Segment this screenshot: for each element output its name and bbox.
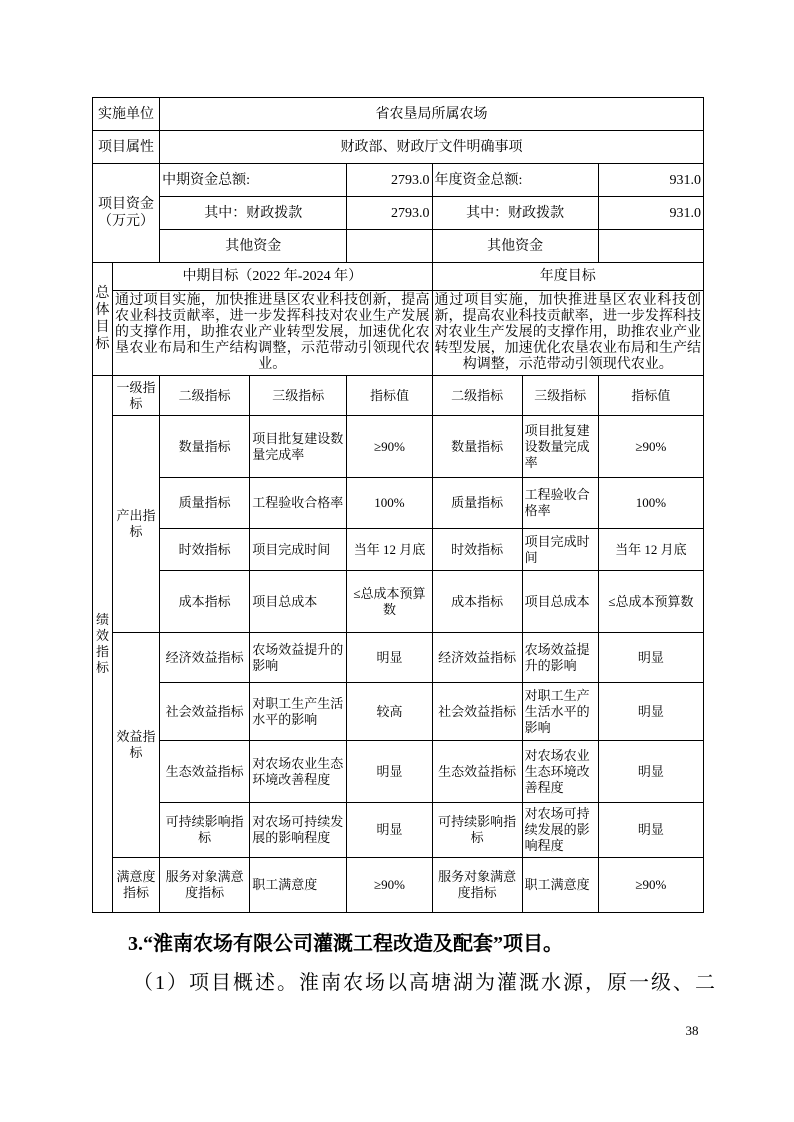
indicator-cell: 项目总成本 [522,571,598,633]
header-level3-right: 三级指标 [522,376,598,416]
table-row [93,131,704,164]
header-level3-left: 三级指标 [250,376,347,416]
indicator-cell: 明显 [598,683,703,741]
project-attr-label: 项目属性 [93,131,160,164]
indicator-cell: 对农场农业生态环境改善程度 [250,741,347,803]
indicator-cell: 项目批复建设数量完成率 [250,416,347,478]
mid-goal-text: 通过项目实施，加快推进垦区农业科技创新，提高农业科技贡献率，进一步发挥科技对农业生产发展的支撑作用，助推农业产业转型发展，加速优化农垦农业布局和生产结构调整，示范带动引领现代农业。 [113,291,432,376]
table-row [93,98,704,131]
group-satisfaction: 满意度指标 [113,858,160,913]
indicator-cell: ≥90% [347,416,432,478]
indicator-cell: 项目总成本 [250,571,347,633]
annual-fiscal-value: 931.0 [598,197,703,230]
annual-total-value: 931.0 [598,164,703,197]
table-row [93,633,704,683]
indicator-cell: 当年 12 月底 [598,529,703,571]
header-level1: 一级指标 [113,376,160,416]
header-value-right: 指标值 [598,376,703,416]
table-row [93,683,704,741]
indicator-cell: 成本指标 [432,571,522,633]
indicator-cell: 时效指标 [160,529,250,571]
group-output: 产出指标 [113,416,160,633]
table-row [93,571,704,633]
indicator-cell: 对职工生产生活水平的影响 [522,683,598,741]
header-value-left: 指标值 [347,376,432,416]
indicator-cell: 职工满意度 [522,858,598,913]
indicator-cell: 当年 12 月底 [347,529,432,571]
indicator-cell: ≥90% [598,416,703,478]
indicator-cell: 对农场可持续发展的影响程度 [522,803,598,858]
indicator-cell: 社会效益指标 [160,683,250,741]
indicator-cell: 经济效益指标 [160,633,250,683]
indicator-cell: ≥90% [598,858,703,913]
indicator-cell: 社会效益指标 [432,683,522,741]
table-row [93,416,704,478]
header-level2-right: 二级指标 [432,376,522,416]
indicator-cell: 职工满意度 [250,858,347,913]
indicator-cell: 时效指标 [432,529,522,571]
header-level2-left: 二级指标 [160,376,250,416]
table-row [93,803,704,858]
indicator-cell: 农场效益提升的影响 [522,633,598,683]
body-paragraph: （1）项目概述。淮南农场以高塘湖为灌溉水源，原一级、二 [133,972,717,994]
indicator-cell: ≤总成本预算数 [598,571,703,633]
project-attr-value: 财政部、财政厅文件明确事项 [160,131,704,164]
indicator-cell: 明显 [598,803,703,858]
group-benefit: 效益指标 [113,633,160,858]
performance-label: 绩效指标 [93,376,113,913]
performance-target-table [92,97,704,913]
indicator-cell: 较高 [347,683,432,741]
table-row [93,291,704,376]
annual-other-value [598,230,703,263]
indicator-cell: 数量指标 [432,416,522,478]
indicator-cell: 明显 [347,633,432,683]
indicator-cell: 经济效益指标 [432,633,522,683]
table-row [93,230,704,263]
indicator-cell: 生态效益指标 [432,741,522,803]
overall-goal-label: 总体目标 [93,263,113,376]
impl-unit-label: 实施单位 [93,98,160,131]
mid-total-label: 中期资金总额: [160,164,347,197]
indicator-cell: 明显 [598,741,703,803]
indicator-cell: 项目完成时间 [522,529,598,571]
table-row [93,858,704,913]
mid-total-value: 2793.0 [347,164,432,197]
indicator-cell: 服务对象满意度指标 [432,858,522,913]
indicator-cell: ≥90% [347,858,432,913]
indicator-cell: 成本指标 [160,571,250,633]
indicator-cell: 农场效益提升的影响 [250,633,347,683]
mid-fiscal-value: 2793.0 [347,197,432,230]
annual-goal-header: 年度目标 [432,263,703,291]
table-row [93,529,704,571]
indicator-cell: 质量指标 [432,478,522,529]
table-row [93,478,704,529]
mid-fiscal-label: 其中：财政拨款 [160,197,347,230]
page-number: 38 [685,1023,699,1038]
annual-fiscal-label: 其中：财政拨款 [432,197,598,230]
indicator-cell: 对职工生产生活水平的影响 [250,683,347,741]
indicator-cell: 可持续影响指标 [432,803,522,858]
indicator-cell: 明显 [347,741,432,803]
impl-unit-value: 省农垦局所属农场 [160,98,704,131]
indicator-cell: 质量指标 [160,478,250,529]
mid-goal-header: 中期目标（2022 年-2024 年） [113,263,432,291]
indicator-cell: 项目批复建设数量完成率 [522,416,598,478]
indicator-cell: 对农场可持续发展的影响程度 [250,803,347,858]
indicator-cell: 工程验收合格率 [250,478,347,529]
table-row [93,164,704,197]
indicator-cell: 服务对象满意度指标 [160,858,250,913]
table-row [93,197,704,230]
funding-label: 项目资金（万元） [93,164,160,263]
indicator-cell: 100% [347,478,432,529]
table-row [93,741,704,803]
indicator-cell: 生态效益指标 [160,741,250,803]
annual-other-label: 其他资金 [432,230,598,263]
indicator-cell: 项目完成时间 [250,529,347,571]
table-row [93,263,704,291]
section-heading: 3.“淮南农场有限公司灌溉工程改造及配套”项目。 [128,933,563,955]
mid-other-label: 其他资金 [160,230,347,263]
indicator-cell: 明显 [347,803,432,858]
indicator-cell: 工程验收合格率 [522,478,598,529]
indicator-cell: 数量指标 [160,416,250,478]
indicator-cell: 对农场农业生态环境改善程度 [522,741,598,803]
annual-goal-text: 通过项目实施，加快推进垦区农业科技创新，提高农业科技贡献率，进一步发挥科技对农业生产发展的支撑作用，助推农业产业转型发展，加速优化农垦农业布局和生产结构调整，示范带动引领现代农业。 [432,291,703,376]
indicator-cell: 明显 [598,633,703,683]
mid-other-value [347,230,432,263]
indicator-cell: 可持续影响指标 [160,803,250,858]
table-row [93,376,704,416]
annual-total-label: 年度资金总额: [432,164,598,197]
indicator-cell: 100% [598,478,703,529]
indicator-cell: ≤总成本预算数 [347,571,432,633]
